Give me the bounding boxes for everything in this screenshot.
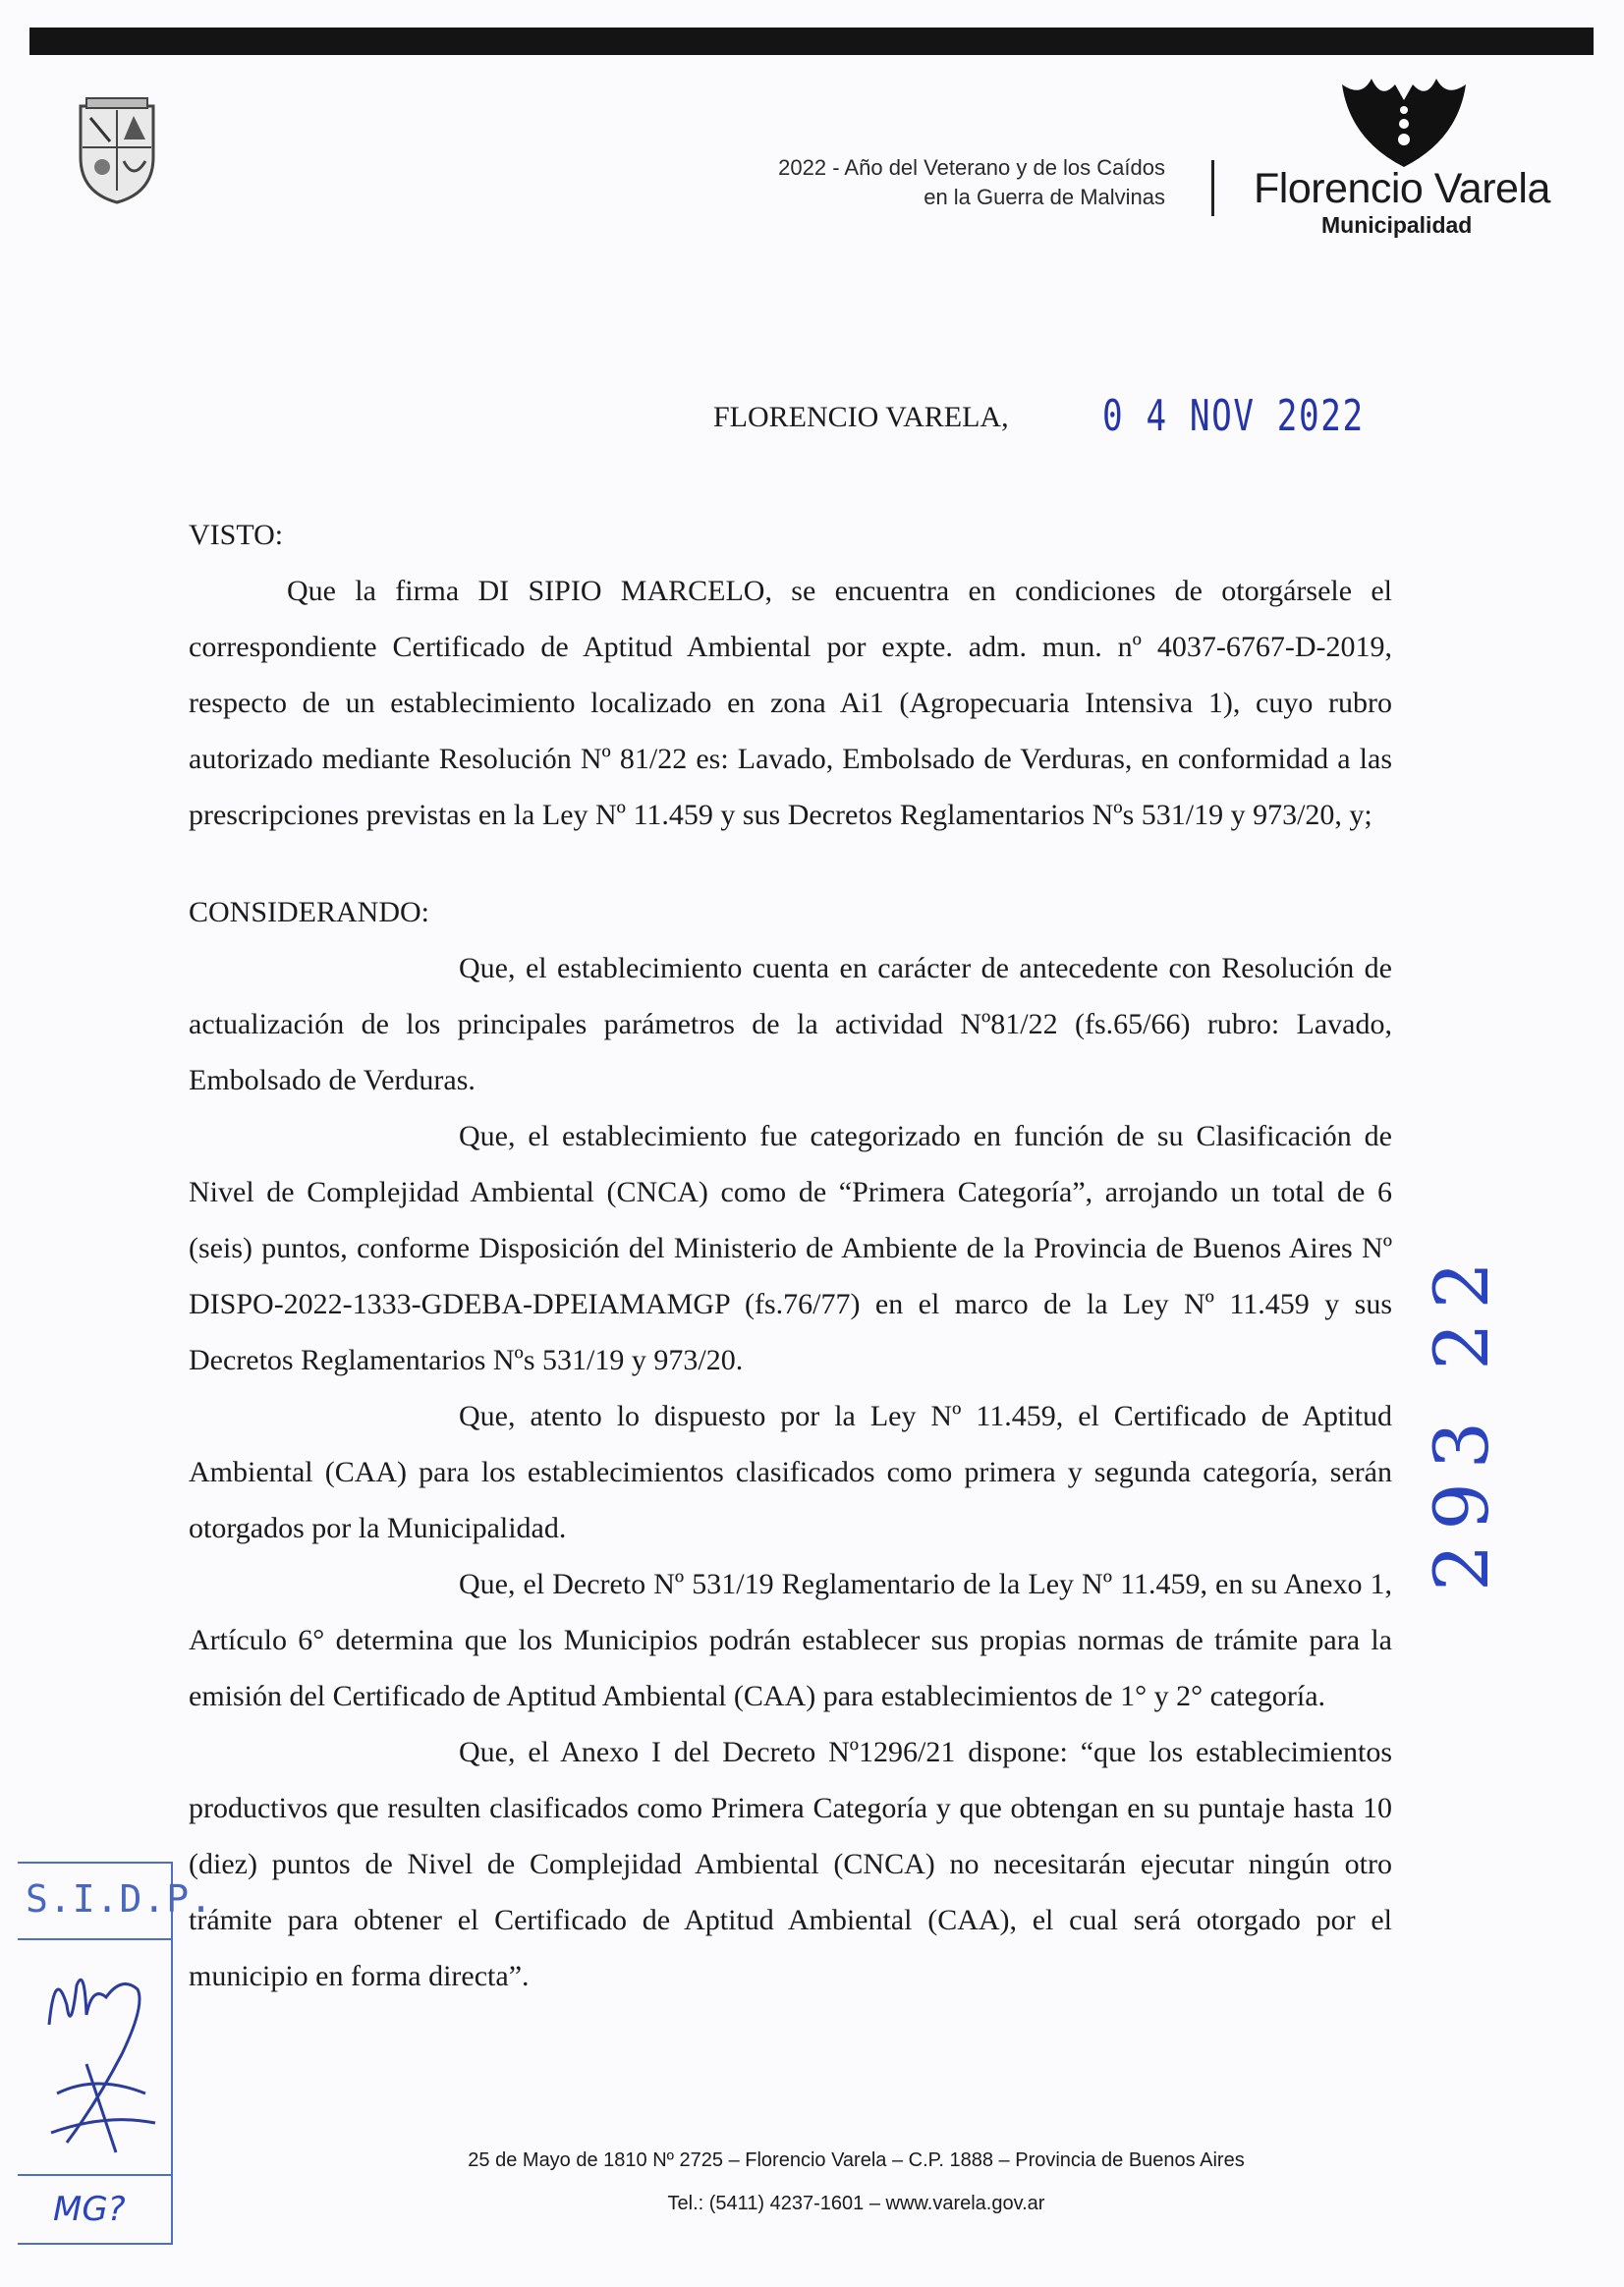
header-divider bbox=[1211, 160, 1214, 216]
top-black-bar bbox=[29, 28, 1594, 55]
considerando-paragraph-1: Que, el establecimiento cuenta en carácter de antecedente con Resolución de actualización de los principales parámetros de la actividad Nº81/22 (fs.65/66) rubro: Lavado, Embolsado de Verduras. bbox=[189, 952, 1392, 1096]
footer-contact: Tel.: (5411) 4237-1601 – www.varela.gov.ar bbox=[667, 2193, 1045, 2214]
considerando-heading: CONSIDERANDO: bbox=[189, 896, 430, 928]
sidp-divider-bottom bbox=[18, 2174, 171, 2176]
municipality-name: Florencio Varela bbox=[1254, 165, 1550, 212]
florencio-varela-logo-icon bbox=[1330, 71, 1478, 169]
considerando-paragraph-3: Que, atento lo dispuesto por la Ley Nº 11.459, el Certificado de Aptitud Ambiental (CAA) para los establecimientos clasificados como primera y segunda categoría, serán otorgados por la Municipalidad. bbox=[189, 1400, 1392, 1544]
date-stamp: 0 4 NOV 2022 bbox=[1102, 391, 1365, 441]
municipality-label: Municipalidad bbox=[1321, 212, 1473, 238]
folio-number: 293 22 bbox=[1418, 1248, 1505, 1591]
considerando-paragraph-2: Que, el establecimiento fue categorizado en función de su Clasificación de Nivel de Complejidad Ambiental (CNCA) como de “Primera Categoría”, arrojando un total de 6 (seis) puntos, conforme Disposición del Ministerio de Ambiente de la Provincia de Buenos Aires Nº DISPO-2022-1333-GDEBA-DPEIAMAMGP (fs.76/77) en el marco de la Ley Nº 11.459 y sus Decretos Reglamentarios Nºs 531/19 y 973/20. bbox=[189, 1120, 1392, 1376]
considerando-paragraph-4: Que, el Decreto Nº 531/19 Reglamentario de la Ley Nº 11.459, en su Anexo 1, Artículo 6° determina que los Municipios podrán establecer sus propias normas de trámite para la emisión del Certificado de Aptitud Ambiental (CAA) para establecimientos de 1° y 2° categoría. bbox=[189, 1568, 1392, 1712]
sidp-title: S.I.D.P. bbox=[26, 1877, 214, 1921]
document-body bbox=[189, 507, 1392, 2004]
folio-stamp bbox=[1418, 1159, 1505, 1591]
coat-of-arms-icon bbox=[73, 96, 161, 206]
sidp-divider bbox=[18, 1938, 171, 1940]
sidp-initials: MG? bbox=[53, 2190, 126, 2229]
visto-heading: VISTO: bbox=[189, 519, 284, 551]
visto-paragraph: Que la firma DI SIPIO MARCELO, se encuentra en condiciones de otorgársele el correspondiente Certificado de Aptitud Ambiental por expte. adm. mun. nº 4037-6767-D-2019, respecto de un establecimiento localizado en zona Ai1 (Agropecuaria Intensiva 1), cuyo rubro autorizado mediante Resolución Nº 81/22 es: Lavado, Embolsado de Verduras, en conformidad a las prescripciones previstas en la Ley Nº 11.459 y sus Decretos Reglamentarios Nºs 531/19 y 973/20, y; bbox=[189, 575, 1392, 831]
considerando-paragraph-5: Que, el Anexo I del Decreto Nº1296/21 dispone: “que los establecimientos productivos que resulten clasificados como Primera Categoría y que obtengan en su puntaje hasta 10 (diez) puntos de Nivel de Complejidad Ambiental (CNCA) no necesitarán ejecutar ningún otro trámite para obtener el Certificado de Aptitud Ambiental (CAA), el cual será otorgado por el municipio en forma directa”. bbox=[189, 1736, 1392, 1992]
year-motto bbox=[778, 153, 1165, 212]
handwritten-signature-icon bbox=[28, 1946, 175, 2170]
motto-line-2: en la Guerra de Malvinas bbox=[924, 185, 1165, 209]
sidp-stamp bbox=[18, 1862, 214, 2245]
motto-line-1: 2022 - Año del Veterano y de los Caídos bbox=[778, 155, 1165, 180]
dateline-place: FLORENCIO VARELA, bbox=[713, 401, 1009, 433]
footer-address: 25 de Mayo de 1810 Nº 2725 – Florencio Varela – C.P. 1888 – Provincia de Buenos Aires bbox=[468, 2149, 1245, 2171]
